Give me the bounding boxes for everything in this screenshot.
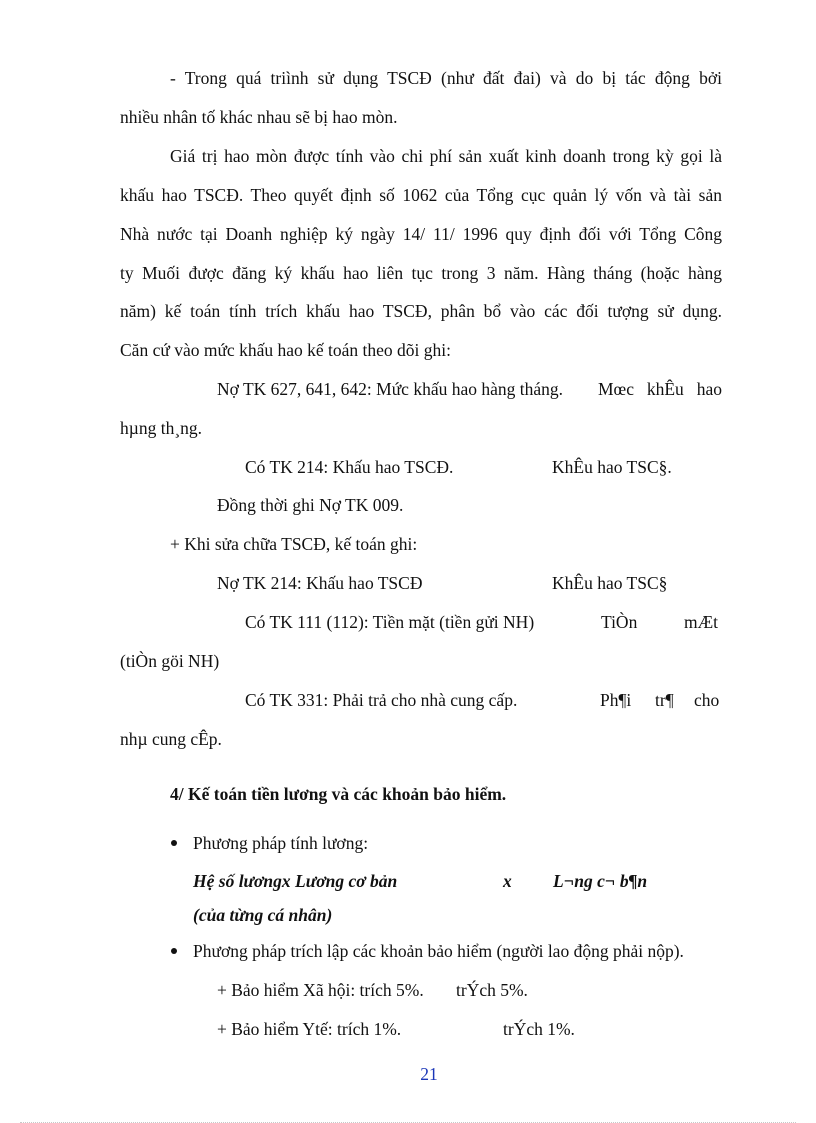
bullet-icon bbox=[171, 948, 177, 954]
text-line: - Trong quá triình sử dụng TSCĐ (như đất đai) và do bị tác động bởi bbox=[170, 68, 722, 88]
text-line: Nhà nước tại Doanh nghiệp ký ngày 14/ 11/ 1996 quy định đối với Tổng Công bbox=[120, 224, 722, 244]
text-line: Đồng thời ghi Nợ TK 009. bbox=[217, 495, 404, 515]
section-heading: 4/ Kế toán tiền lương và các khoản bảo hiểm. bbox=[170, 784, 507, 804]
garbled-text: TiÒn bbox=[601, 612, 638, 632]
garbled-text: KhÊu hao TSC§. bbox=[552, 457, 672, 477]
text-line: Nợ TK 214: Khấu hao TSCĐ bbox=[217, 573, 423, 593]
text-line: Giá trị hao mòn được tính vào chi phí sản xuất kinh doanh trong kỳ gọi là bbox=[170, 146, 722, 166]
text-line: nhiều nhân tố khác nhau sẽ bị hao mòn. bbox=[120, 107, 398, 127]
text-line: + Bảo hiểm Ytế: trích 1%. bbox=[217, 1019, 402, 1039]
bullet-icon bbox=[171, 840, 177, 846]
page-number: 21 bbox=[420, 1064, 438, 1084]
text-line: + Khi sửa chữa TSCĐ, kế toán ghi: bbox=[170, 534, 418, 554]
garbled-text: trÝch 5%. bbox=[456, 980, 528, 1000]
garbled-text: tr¶ bbox=[655, 690, 674, 710]
text-line: khấu hao TSCĐ. Theo quyết định số 1062 của Tổng cục quản lý vốn và tài sản bbox=[120, 185, 722, 205]
garbled-text: hµng th¸ng. bbox=[120, 418, 203, 438]
formula-text: Hệ số lươngx Lương cơ bản bbox=[193, 871, 398, 891]
garbled-text: nhµ cung cÊp. bbox=[120, 729, 222, 749]
bullet-text: Phương pháp trích lập các khoản bảo hiểm (người lao động phải nộp). bbox=[193, 941, 684, 961]
text-line: Có TK 331: Phải trả cho nhà cung cấp. bbox=[245, 690, 518, 710]
text-line: + Bảo hiểm Xã hội: trích 5%. bbox=[217, 980, 424, 1000]
formula-operator: x bbox=[503, 871, 512, 891]
garbled-text: trÝch 1%. bbox=[503, 1019, 575, 1039]
formula-text: (của từng cá nhân) bbox=[193, 905, 333, 925]
text-line: Căn cứ vào mức khấu hao kế toán theo dõi ghi: bbox=[120, 340, 451, 360]
text-line: ty Muối được đăng ký khấu hao liên tục trong 3 năm. Hàng tháng (hoặc hàng bbox=[120, 263, 722, 283]
garbled-text: cho bbox=[694, 690, 720, 710]
text-line: Có TK 111 (112): Tiền mặt (tiền gửi NH) bbox=[245, 612, 535, 632]
garbled-text: (tiÒn göi NH) bbox=[120, 651, 220, 671]
text-line: Nợ TK 627, 641, 642: Mức khấu hao hàng tháng. bbox=[217, 379, 564, 399]
garbled-text: mÆt bbox=[684, 612, 719, 632]
text-line: Có TK 214: Khấu hao TSCĐ. bbox=[245, 457, 454, 477]
text-line: năm) kế toán tính trích khấu hao TSCĐ, phân bổ vào các đối tượng sử dụng. bbox=[120, 301, 722, 321]
garbled-text: Mœc khÊu hao bbox=[598, 379, 722, 399]
garbled-text: KhÊu hao TSC§ bbox=[552, 573, 668, 593]
garbled-text: Ph¶i bbox=[600, 690, 632, 710]
bullet-text: Phương pháp tính lương: bbox=[193, 833, 369, 853]
garbled-text: L¬ng c¬ b¶n bbox=[553, 871, 648, 891]
